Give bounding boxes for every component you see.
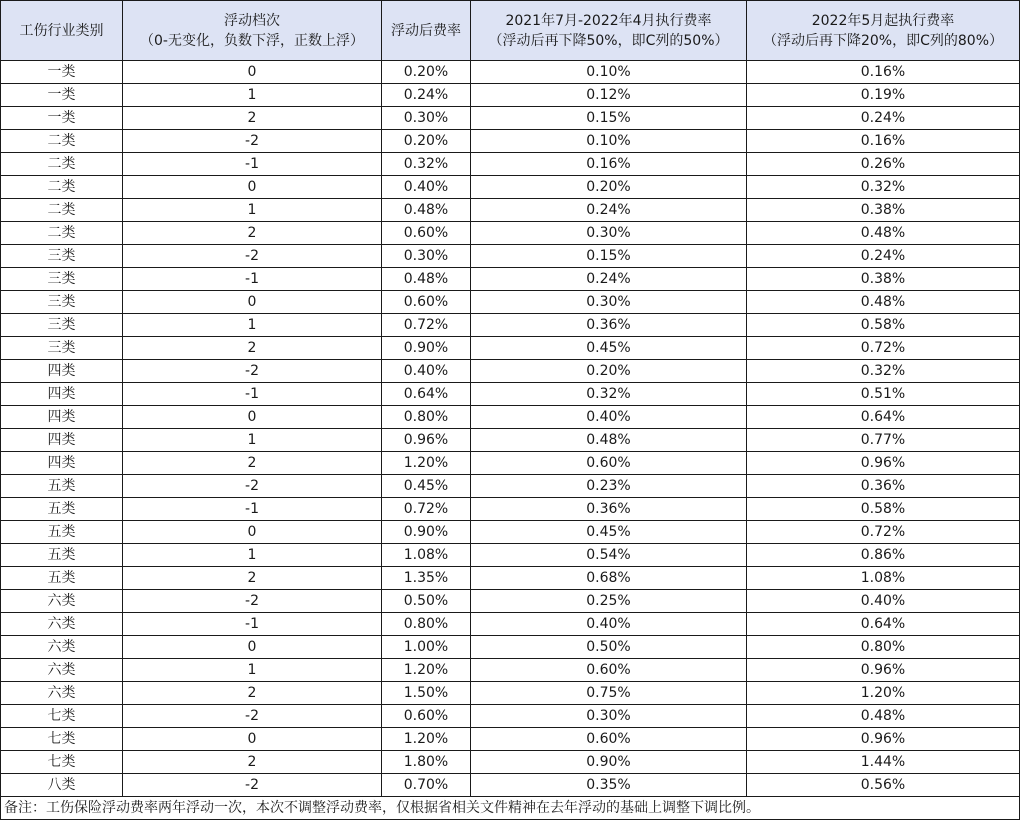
table-row xyxy=(1,728,1020,751)
cell-float-level: 2 xyxy=(123,567,382,590)
cell-float-rate: 0.72% xyxy=(382,314,471,337)
cell-category: 五类 xyxy=(1,521,123,544)
cell-float-level: 1 xyxy=(123,659,382,682)
cell-float-level: -1 xyxy=(123,268,382,291)
table-row xyxy=(1,383,1020,406)
cell-rate-2021: 0.54% xyxy=(471,544,747,567)
cell-category: 二类 xyxy=(1,199,123,222)
cell-float-rate: 0.60% xyxy=(382,222,471,245)
cell-float-rate: 1.20% xyxy=(382,659,471,682)
cell-rate-2022: 0.38% xyxy=(747,268,1020,291)
cell-rate-2022: 0.16% xyxy=(747,61,1020,84)
cell-float-level: -1 xyxy=(123,383,382,406)
cell-category: 七类 xyxy=(1,705,123,728)
header-float-level xyxy=(123,1,382,61)
cell-category: 五类 xyxy=(1,498,123,521)
cell-category: 五类 xyxy=(1,544,123,567)
cell-rate-2021: 0.10% xyxy=(471,130,747,153)
cell-rate-2022: 1.08% xyxy=(747,567,1020,590)
cell-rate-2022: 0.26% xyxy=(747,153,1020,176)
cell-rate-2021: 0.20% xyxy=(471,360,747,383)
cell-rate-2021: 0.48% xyxy=(471,429,747,452)
table-row xyxy=(1,199,1020,222)
cell-rate-2021: 0.15% xyxy=(471,245,747,268)
cell-float-rate: 1.20% xyxy=(382,728,471,751)
cell-rate-2021: 0.15% xyxy=(471,107,747,130)
header-rate-2021-line: 2021年7月-2022年4月执行费率 xyxy=(505,12,712,29)
cell-rate-2022: 1.20% xyxy=(747,682,1020,705)
header-rate-2022-line: （浮动后再下降20%，即C列的80%） xyxy=(762,32,1003,49)
cell-category: 二类 xyxy=(1,130,123,153)
table-row xyxy=(1,751,1020,774)
cell-float-rate: 0.90% xyxy=(382,521,471,544)
cell-float-level: 1 xyxy=(123,429,382,452)
cell-rate-2021: 0.30% xyxy=(471,705,747,728)
cell-rate-2021: 0.50% xyxy=(471,636,747,659)
cell-category: 七类 xyxy=(1,728,123,751)
table-row xyxy=(1,475,1020,498)
table-row xyxy=(1,682,1020,705)
cell-category: 三类 xyxy=(1,291,123,314)
cell-rate-2022: 0.24% xyxy=(747,245,1020,268)
cell-category: 一类 xyxy=(1,107,123,130)
cell-float-level: 2 xyxy=(123,337,382,360)
table-row xyxy=(1,314,1020,337)
header-rate-2021-line: （浮动后再下降50%，即C列的50%） xyxy=(488,32,729,49)
cell-float-rate: 0.50% xyxy=(382,590,471,613)
cell-rate-2021: 0.60% xyxy=(471,452,747,475)
cell-float-rate: 0.60% xyxy=(382,705,471,728)
cell-rate-2022: 0.96% xyxy=(747,659,1020,682)
cell-category: 四类 xyxy=(1,383,123,406)
cell-rate-2022: 0.24% xyxy=(747,107,1020,130)
cell-category: 六类 xyxy=(1,682,123,705)
cell-category: 三类 xyxy=(1,337,123,360)
cell-rate-2022: 0.86% xyxy=(747,544,1020,567)
cell-rate-2021: 0.45% xyxy=(471,337,747,360)
cell-category: 五类 xyxy=(1,475,123,498)
cell-float-level: 0 xyxy=(123,61,382,84)
table-row xyxy=(1,774,1020,797)
cell-float-level: -1 xyxy=(123,153,382,176)
cell-rate-2021: 0.24% xyxy=(471,268,747,291)
cell-float-level: 2 xyxy=(123,452,382,475)
table-row xyxy=(1,107,1020,130)
cell-float-level: 2 xyxy=(123,222,382,245)
cell-category: 二类 xyxy=(1,176,123,199)
cell-float-rate: 1.08% xyxy=(382,544,471,567)
cell-float-level: -2 xyxy=(123,360,382,383)
table-row xyxy=(1,659,1020,682)
cell-float-level: -2 xyxy=(123,130,382,153)
cell-rate-2021: 0.30% xyxy=(471,291,747,314)
header-rate-2021 xyxy=(471,1,747,61)
cell-rate-2021: 0.32% xyxy=(471,383,747,406)
table-row xyxy=(1,130,1020,153)
cell-rate-2021: 0.35% xyxy=(471,774,747,797)
table-row xyxy=(1,705,1020,728)
table-row xyxy=(1,590,1020,613)
cell-float-rate: 0.96% xyxy=(382,429,471,452)
header-float-rate xyxy=(382,1,471,61)
cell-float-level: 0 xyxy=(123,521,382,544)
table-row xyxy=(1,613,1020,636)
header-float-rate-line: 浮动后费率 xyxy=(391,22,461,39)
table-row xyxy=(1,291,1020,314)
note-row xyxy=(1,797,1020,820)
cell-rate-2022: 0.36% xyxy=(747,475,1020,498)
header-category xyxy=(1,1,123,61)
cell-float-level: 1 xyxy=(123,544,382,567)
cell-float-rate: 0.80% xyxy=(382,406,471,429)
cell-float-rate: 1.50% xyxy=(382,682,471,705)
cell-rate-2021: 0.16% xyxy=(471,153,747,176)
note-text: 备注：工伤保险浮动费率两年浮动一次，本次不调整浮动费率，仅根据省相关文件精神在去年浮动的基础上调整下调比例。 xyxy=(1,797,1020,820)
cell-rate-2022: 0.58% xyxy=(747,498,1020,521)
cell-float-rate: 0.48% xyxy=(382,199,471,222)
table-row xyxy=(1,222,1020,245)
table-header xyxy=(1,1,1020,61)
table-row xyxy=(1,84,1020,107)
cell-float-rate: 1.80% xyxy=(382,751,471,774)
cell-rate-2022: 0.56% xyxy=(747,774,1020,797)
header-rate-2022 xyxy=(747,1,1020,61)
cell-float-rate: 0.40% xyxy=(382,360,471,383)
cell-float-level: -2 xyxy=(123,590,382,613)
cell-float-level: 1 xyxy=(123,84,382,107)
cell-rate-2021: 0.90% xyxy=(471,751,747,774)
table-row xyxy=(1,245,1020,268)
cell-rate-2022: 0.32% xyxy=(747,360,1020,383)
cell-rate-2022: 0.48% xyxy=(747,222,1020,245)
table-row xyxy=(1,337,1020,360)
cell-category: 三类 xyxy=(1,314,123,337)
table-row xyxy=(1,360,1020,383)
cell-rate-2022: 0.19% xyxy=(747,84,1020,107)
cell-rate-2022: 0.96% xyxy=(747,452,1020,475)
cell-float-rate: 0.45% xyxy=(382,475,471,498)
cell-category: 六类 xyxy=(1,613,123,636)
cell-float-level: 0 xyxy=(123,636,382,659)
cell-rate-2021: 0.40% xyxy=(471,406,747,429)
cell-float-level: -2 xyxy=(123,245,382,268)
cell-rate-2021: 0.60% xyxy=(471,728,747,751)
cell-category: 二类 xyxy=(1,222,123,245)
cell-rate-2022: 0.96% xyxy=(747,728,1020,751)
cell-float-level: 0 xyxy=(123,176,382,199)
table-row xyxy=(1,61,1020,84)
cell-rate-2022: 0.64% xyxy=(747,613,1020,636)
cell-float-rate: 1.20% xyxy=(382,452,471,475)
cell-float-level: -2 xyxy=(123,475,382,498)
cell-float-level: 1 xyxy=(123,199,382,222)
cell-float-level: 2 xyxy=(123,751,382,774)
cell-float-level: -1 xyxy=(123,613,382,636)
cell-float-rate: 0.90% xyxy=(382,337,471,360)
header-float-level-line: 浮动档次 xyxy=(224,12,280,29)
cell-float-rate: 0.32% xyxy=(382,153,471,176)
cell-category: 八类 xyxy=(1,774,123,797)
cell-float-level: 0 xyxy=(123,728,382,751)
cell-float-rate: 0.70% xyxy=(382,774,471,797)
cell-float-level: -2 xyxy=(123,774,382,797)
cell-rate-2022: 0.72% xyxy=(747,337,1020,360)
cell-rate-2022: 0.51% xyxy=(747,383,1020,406)
table-row xyxy=(1,567,1020,590)
cell-category: 五类 xyxy=(1,567,123,590)
cell-float-level: 1 xyxy=(123,314,382,337)
cell-rate-2022: 0.48% xyxy=(747,705,1020,728)
cell-float-rate: 0.64% xyxy=(382,383,471,406)
cell-category: 三类 xyxy=(1,245,123,268)
cell-float-level: -1 xyxy=(123,498,382,521)
cell-rate-2021: 0.45% xyxy=(471,521,747,544)
table-row xyxy=(1,268,1020,291)
header-category-line: 工伤行业类别 xyxy=(19,22,104,39)
cell-float-rate: 0.30% xyxy=(382,107,471,130)
cell-float-level: 0 xyxy=(123,406,382,429)
cell-category: 四类 xyxy=(1,406,123,429)
cell-rate-2022: 0.32% xyxy=(747,176,1020,199)
cell-rate-2022: 0.80% xyxy=(747,636,1020,659)
table-row xyxy=(1,521,1020,544)
cell-rate-2022: 0.58% xyxy=(747,314,1020,337)
cell-float-rate: 0.20% xyxy=(382,130,471,153)
table-row xyxy=(1,176,1020,199)
cell-float-rate: 0.72% xyxy=(382,498,471,521)
cell-float-level: 2 xyxy=(123,682,382,705)
cell-float-rate: 1.35% xyxy=(382,567,471,590)
cell-float-rate: 0.40% xyxy=(382,176,471,199)
cell-category: 四类 xyxy=(1,452,123,475)
cell-rate-2021: 0.20% xyxy=(471,176,747,199)
cell-rate-2021: 0.36% xyxy=(471,314,747,337)
cell-rate-2021: 0.40% xyxy=(471,613,747,636)
cell-rate-2021: 0.75% xyxy=(471,682,747,705)
cell-rate-2022: 0.16% xyxy=(747,130,1020,153)
cell-category: 三类 xyxy=(1,268,123,291)
cell-rate-2021: 0.12% xyxy=(471,84,747,107)
table-body xyxy=(1,61,1020,797)
cell-rate-2022: 0.77% xyxy=(747,429,1020,452)
header-row xyxy=(1,1,1020,61)
cell-float-rate: 1.00% xyxy=(382,636,471,659)
cell-category: 六类 xyxy=(1,659,123,682)
table-row xyxy=(1,544,1020,567)
table-row xyxy=(1,429,1020,452)
cell-category: 六类 xyxy=(1,590,123,613)
cell-float-level: 2 xyxy=(123,107,382,130)
cell-rate-2022: 0.64% xyxy=(747,406,1020,429)
table-row xyxy=(1,636,1020,659)
cell-category: 四类 xyxy=(1,429,123,452)
cell-rate-2022: 0.38% xyxy=(747,199,1020,222)
cell-rate-2021: 0.30% xyxy=(471,222,747,245)
cell-rate-2022: 0.40% xyxy=(747,590,1020,613)
cell-float-rate: 0.30% xyxy=(382,245,471,268)
cell-category: 七类 xyxy=(1,751,123,774)
cell-float-level: 0 xyxy=(123,291,382,314)
cell-category: 一类 xyxy=(1,84,123,107)
cell-rate-2021: 0.10% xyxy=(471,61,747,84)
cell-rate-2022: 0.72% xyxy=(747,521,1020,544)
cell-float-rate: 0.60% xyxy=(382,291,471,314)
table-row xyxy=(1,153,1020,176)
cell-rate-2021: 0.23% xyxy=(471,475,747,498)
cell-rate-2021: 0.68% xyxy=(471,567,747,590)
cell-rate-2021: 0.60% xyxy=(471,659,747,682)
cell-rate-2021: 0.25% xyxy=(471,590,747,613)
cell-float-level: -2 xyxy=(123,705,382,728)
cell-category: 六类 xyxy=(1,636,123,659)
header-float-level-line: （0-无变化，负数下浮，正数上浮） xyxy=(140,32,364,49)
table-row xyxy=(1,498,1020,521)
cell-rate-2022: 0.48% xyxy=(747,291,1020,314)
cell-category: 一类 xyxy=(1,61,123,84)
cell-float-rate: 0.20% xyxy=(382,61,471,84)
cell-float-rate: 0.24% xyxy=(382,84,471,107)
cell-rate-2022: 1.44% xyxy=(747,751,1020,774)
cell-rate-2021: 0.36% xyxy=(471,498,747,521)
cell-category: 二类 xyxy=(1,153,123,176)
cell-float-rate: 0.80% xyxy=(382,613,471,636)
table-row xyxy=(1,406,1020,429)
cell-float-rate: 0.48% xyxy=(382,268,471,291)
cell-rate-2021: 0.24% xyxy=(471,199,747,222)
cell-category: 四类 xyxy=(1,360,123,383)
header-rate-2022-line: 2022年5月起执行费率 xyxy=(811,12,955,29)
table-row xyxy=(1,452,1020,475)
